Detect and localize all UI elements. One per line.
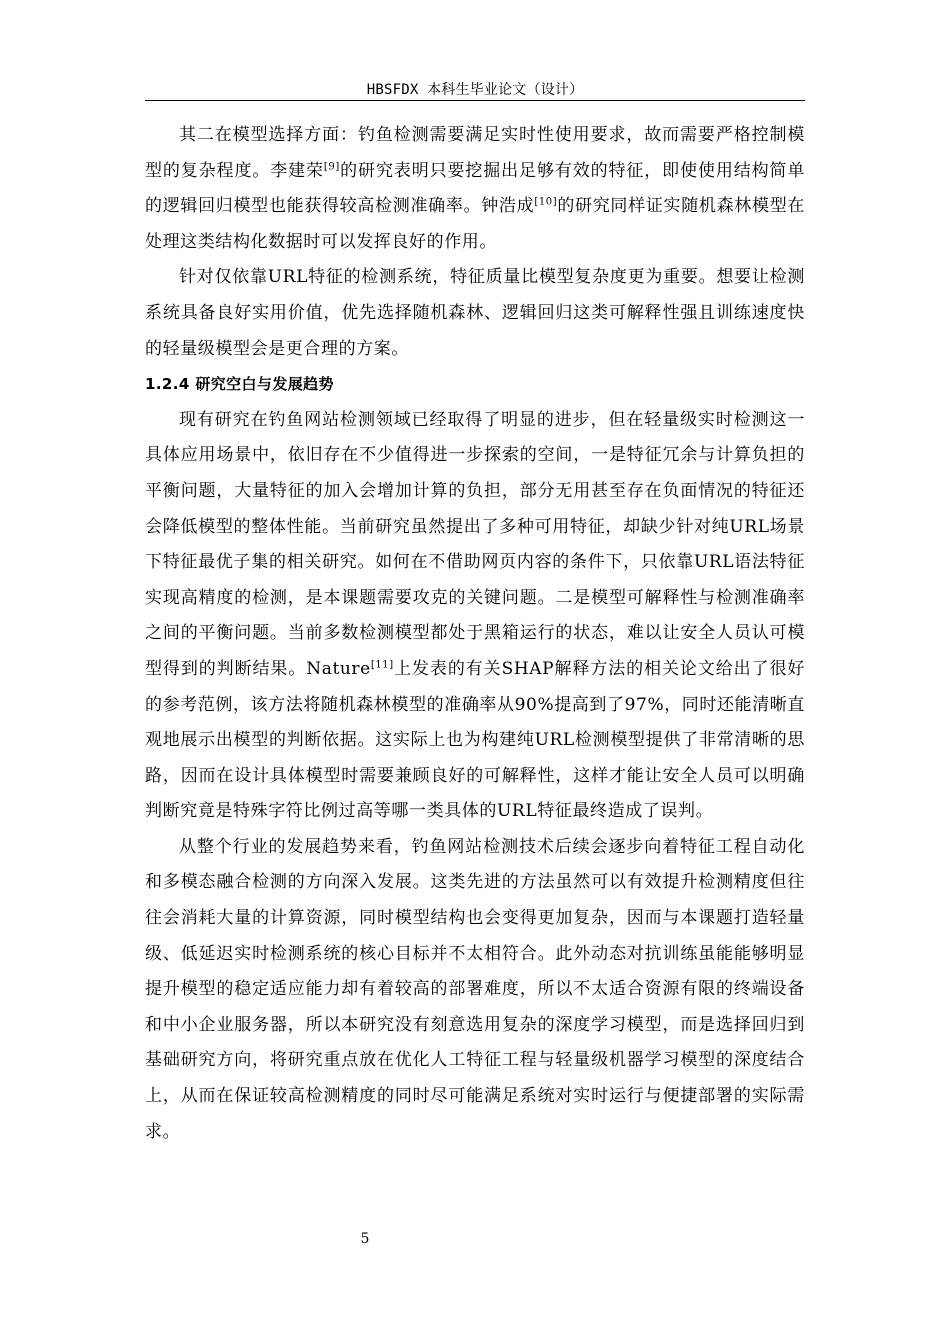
page-number: 5	[360, 1231, 370, 1247]
paragraph-text: 的研究表明只要挖掘出足够有效的特征，即使使用结构简单的逻辑回归模型也能获得较高检测准确率。钟浩成	[145, 160, 806, 217]
paragraph-model-selection	[145, 118, 805, 260]
paragraph-text: 上发表的有关SHAP解释方法的相关论文给出了很好的参考范例，该方法将随机森林模型的准确率从90%提高到了97%，同时还能清晰直观地展示出模型的判断依据。这实际上也为构建纯URL检测模型提供了非常清晰的思路，因而在设计具体模型时需要兼顾良好的可解释性，这样才能让安全人员可以明确判断究竟是特殊字符比例过高等哪一类具体的URL特征最终造成了误判。	[145, 658, 805, 822]
paragraph-industry-trends: 从整个行业的发展趋势来看，钓鱼网站检测技术后续会逐步向着特征工程自动化和多模态融合检测的方向深入发展。这类先进的方法虽然可以有效提升检测精度但往往会消耗大量的计算资源，同时模型结构也会变得更加复杂，因而与本课题打造轻量级、低延迟实时检测系统的核心目标并不太相符合。此外动态对抗训练虽能能够明显提升模型的稳定适应能力却有着较高的部署难度，所以不太适合资源有限的终端设备和中小企业服务器，所以本研究没有刻意选用复杂的深度学习模型，而是选择回归到基础研究方向，将研究重点放在优化人工特征工程与轻量级机器学习模型的深度结合上，从而在保证较高检测精度的同时尽可能满足系统对实时运行与便捷部署的实际需求。	[145, 836, 805, 1142]
paragraph-research-gaps	[145, 403, 805, 830]
paragraph-text: 其二在模型选择方面：钓鱼检测需要满足实时性使用要求，故而需要严格控制模型的复杂程度。李建荣	[145, 125, 805, 181]
section-heading: 1.2.4 研究空白与发展趋势	[145, 375, 334, 394]
citation-ref: [10]	[534, 196, 558, 208]
paragraph-text: 的研究同样证实随机森林模型在处理这类结构化数据时可以发挥良好的作用。	[145, 196, 805, 252]
citation-ref: [9]	[323, 160, 340, 172]
citation-ref: [11]	[370, 659, 394, 671]
running-header: HBSFDX 本科生毕业论文（设计）	[366, 82, 584, 98]
paragraph-url-features: 针对仅依靠URL特征的检测系统，特征质量比模型复杂度更为重要。想要让检测系统具备良好实用价值，优先选择随机森林、逻辑回归这类可解释性强且训练速度快的轻量级模型会是更合理的方案。	[145, 267, 805, 359]
body-text	[145, 118, 805, 1150]
header-rule	[145, 100, 805, 101]
paragraph-text: 现有研究在钓鱼网站检测领域已经取得了明显的进步，但在轻量级实时检测这一具体应用场景中，依旧存在不少值得进一步探索的空间，一是特征冗余与计算负担的平衡问题，大量特征的加入会增加计算的负担，部分无用甚至存在负面情况的特征还会降低模型的整体性能。当前研究虽然提出了多种可用特征，却缺少针对纯URL场景下特征最优子集的相关研究。如何在不借助网页内容的条件下，只依靠URL语法特征实现高精度的检测，是本课题需要攻克的关键问题。二是模型可解释性与检测准确率之间的平衡问题。当前多数检测模型都处于黑箱运行的状态，难以让安全人员认可模型得到的判断结果。Nature	[145, 409, 805, 679]
